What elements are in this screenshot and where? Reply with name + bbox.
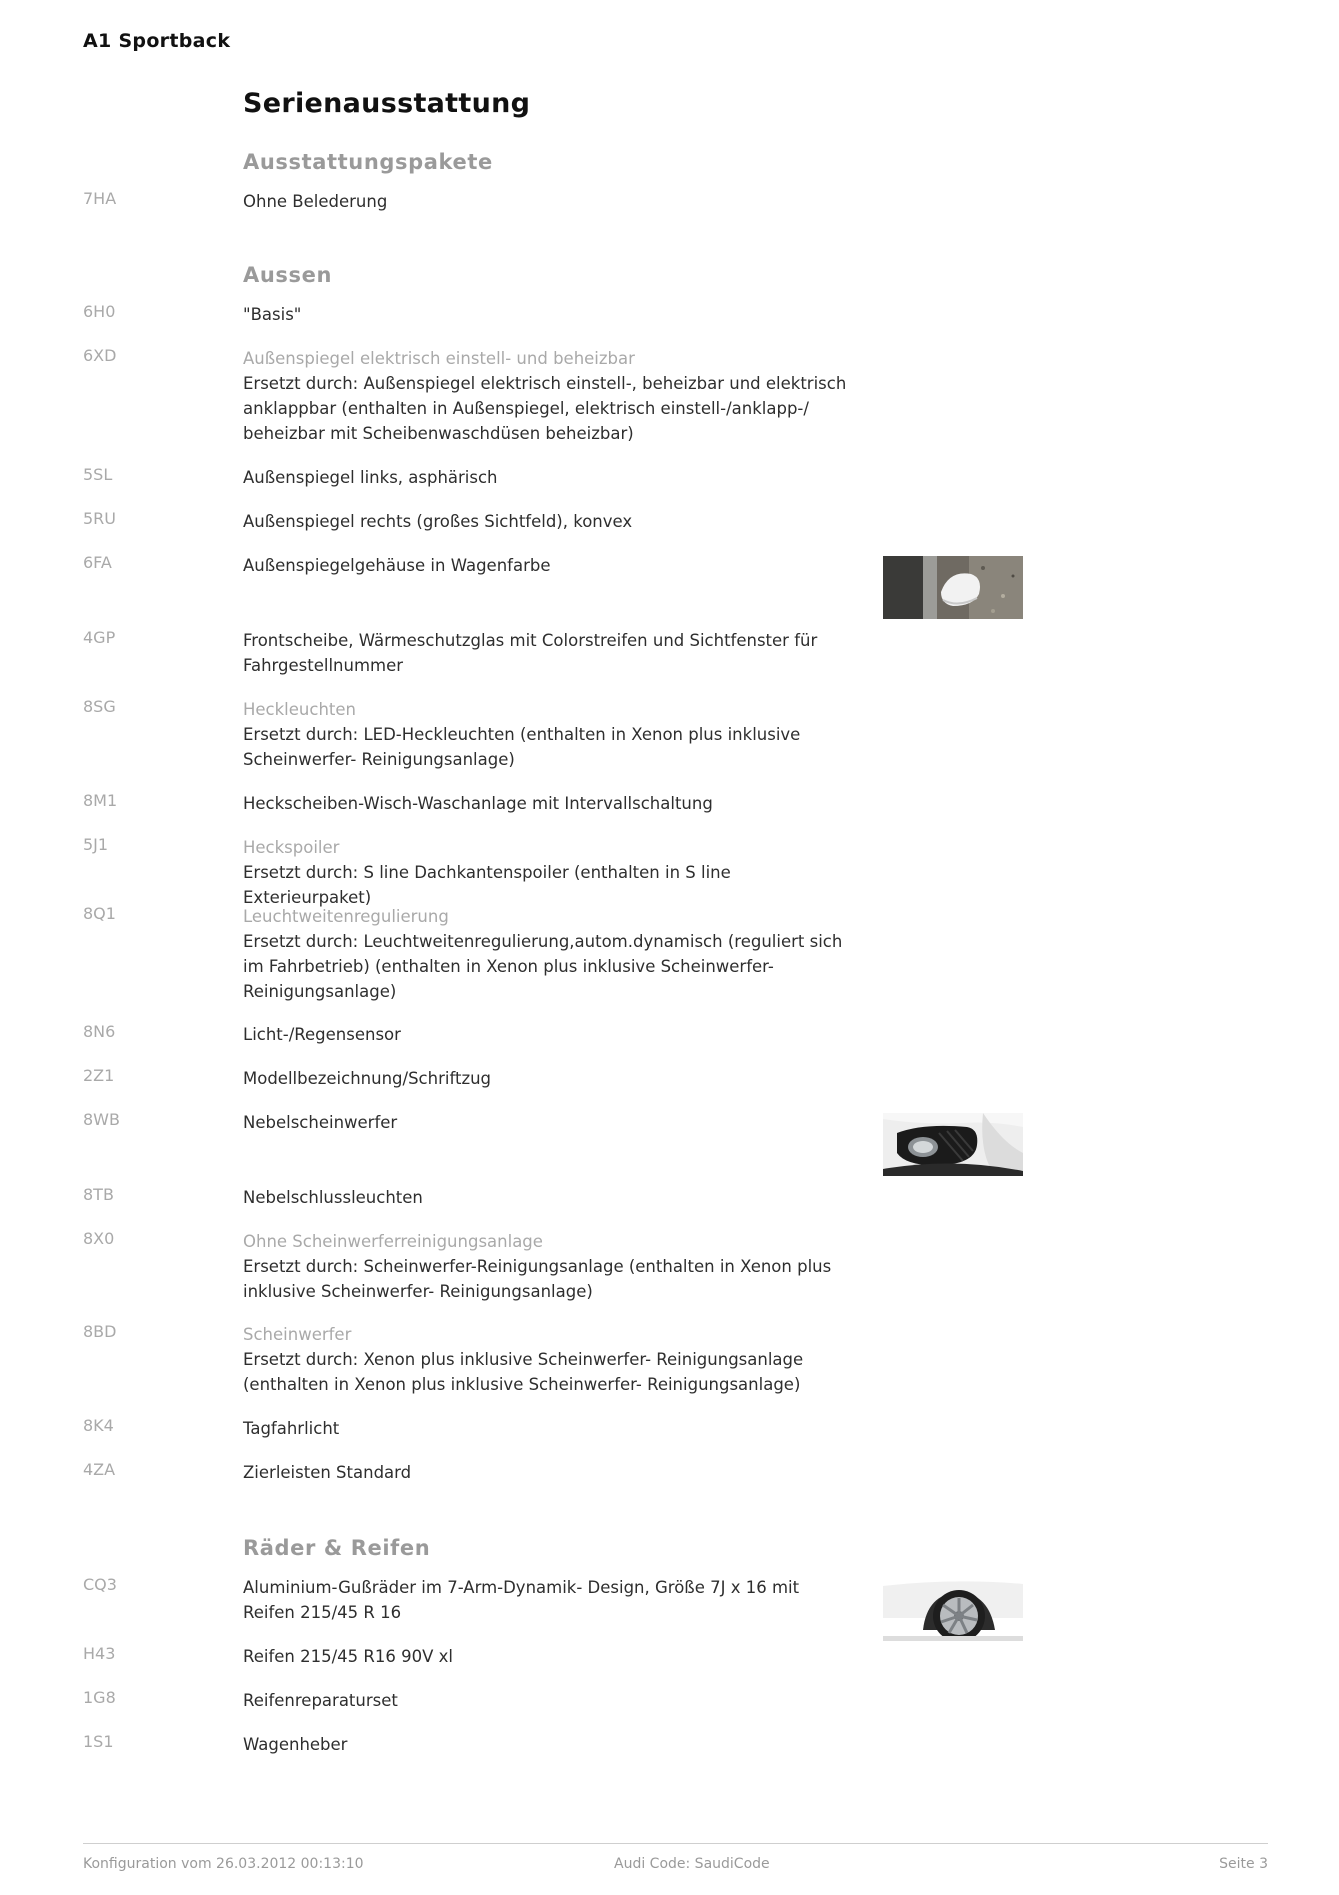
item-code: 4ZA [83,1460,116,1479]
item-code: 1G8 [83,1688,116,1707]
item-text: Wagenheber [243,1735,348,1754]
item-replaced-original: Heckleuchten [243,700,356,719]
fog-light-photo [883,1113,1023,1176]
mirror-housing-photo [883,556,1023,619]
item-replaced-original: Außenspiegel elektrisch einstell- und beheizbar [243,349,635,368]
item-text: Licht-/Regensensor [243,1025,401,1044]
item-text: Zierleisten Standard [243,1463,412,1482]
item-code: 8WB [83,1110,120,1129]
item-code: CQ3 [83,1575,117,1594]
item-code: 8TB [83,1185,114,1204]
item-code: 6FA [83,553,112,572]
item-replaced-original: Ohne Scheinwerferreinigungsanlage [243,1232,543,1251]
item-code: 8M1 [83,791,118,810]
item-text: Ersetzt durch: LED-Heckleuchten (enthalten in Xenon plus inklusive Scheinwerfer- Reinigungsanlage) [243,725,801,769]
brand-title: A1 Sportback [83,30,231,52]
item-code: 5RU [83,509,117,528]
wheel-photo [883,1578,1023,1641]
item-code: 8N6 [83,1022,116,1041]
item-text: Außenspiegel rechts (großes Sichtfeld), konvex [243,512,633,531]
item-text: Außenspiegel links, asphärisch [243,468,498,487]
item-text: Außenspiegelgehäuse in Wagenfarbe [243,556,551,575]
item-text: Ersetzt durch: Leuchtweitenregulierung,autom.dynamisch (reguliert sich im Fahrbetrieb) (enthalten in Xenon plus inklusive Scheinwerfer- Reinigungsanlage) [243,932,843,1001]
item-code: 8K4 [83,1416,114,1435]
item-text: Ersetzt durch: S line Dachkantenspoiler (enthalten in S line Exterieurpaket) [243,863,731,907]
section-heading-aussen: Aussen [243,263,332,287]
item-text: Frontscheibe, Wärmeschutzglas mit Colorstreifen und Sichtfenster für Fahrgestellnummer [243,631,818,675]
item-code: 8SG [83,697,116,716]
item-replaced-original: Leuchtweitenregulierung [243,907,449,926]
item-code: 5J1 [83,835,109,854]
footer-audi-code: Audi Code: SaudiCode [614,1856,770,1872]
item-text: Reifenreparaturset [243,1691,398,1710]
item-text: Nebelschlussleuchten [243,1188,423,1207]
item-text: Nebelscheinwerfer [243,1113,398,1132]
item-code: 5SL [83,465,113,484]
footer-divider [83,1843,1268,1844]
item-text: Ersetzt durch: Scheinwerfer-Reinigungsanlage (enthalten in Xenon plus inklusive Scheinwerfer- Reinigungsanlage) [243,1257,832,1301]
item-replaced-original: Heckspoiler [243,838,340,857]
item-text: Heckscheiben-Wisch-Waschanlage mit Intervallschaltung [243,794,713,813]
item-code: 8X0 [83,1229,115,1248]
item-replaced-original: Scheinwerfer [243,1325,352,1344]
page-title: Serienausstattung [243,88,531,119]
item-text: Tagfahrlicht [243,1419,340,1438]
item-code: 8Q1 [83,904,116,923]
item-text: "Basis" [243,305,302,324]
item-code: 1S1 [83,1732,114,1751]
footer-config-date: Konfiguration vom 26.03.2012 00:13:10 [83,1856,364,1872]
item-code: 6XD [83,346,117,365]
item-code: 2Z1 [83,1066,115,1085]
item-text: Ohne Belederung [243,192,388,211]
item-code: H43 [83,1644,116,1663]
item-text: Aluminium-Gußräder im 7-Arm-Dynamik- Design, Größe 7J x 16 mit Reifen 215/45 R 16 [243,1578,800,1622]
section-heading-raeder-reifen: Räder & Reifen [243,1536,431,1560]
item-text: Reifen 215/45 R16 90V xl [243,1647,453,1666]
item-code: 6H0 [83,302,116,321]
item-code: 7HA [83,189,117,208]
item-text: Ersetzt durch: Außenspiegel elektrisch einstell-, beheizbar und elektrisch anklappbar (enthalten in Außenspiegel, elektrisch einstell-/anklapp-/ beheizbar mit Scheibenwaschdüsen beheizbar) [243,374,847,443]
item-text: Modellbezeichnung/Schriftzug [243,1069,492,1088]
footer-page-number: Seite 3 [1219,1856,1268,1872]
section-heading-ausstattungspakete: Ausstattungspakete [243,150,493,174]
item-text: Ersetzt durch: Xenon plus inklusive Scheinwerfer- Reinigungsanlage (enthalten in Xenon plus inklusive Scheinwerfer- Reinigungsanlage) [243,1350,804,1394]
item-code: 8BD [83,1322,117,1341]
item-code: 4GP [83,628,116,647]
